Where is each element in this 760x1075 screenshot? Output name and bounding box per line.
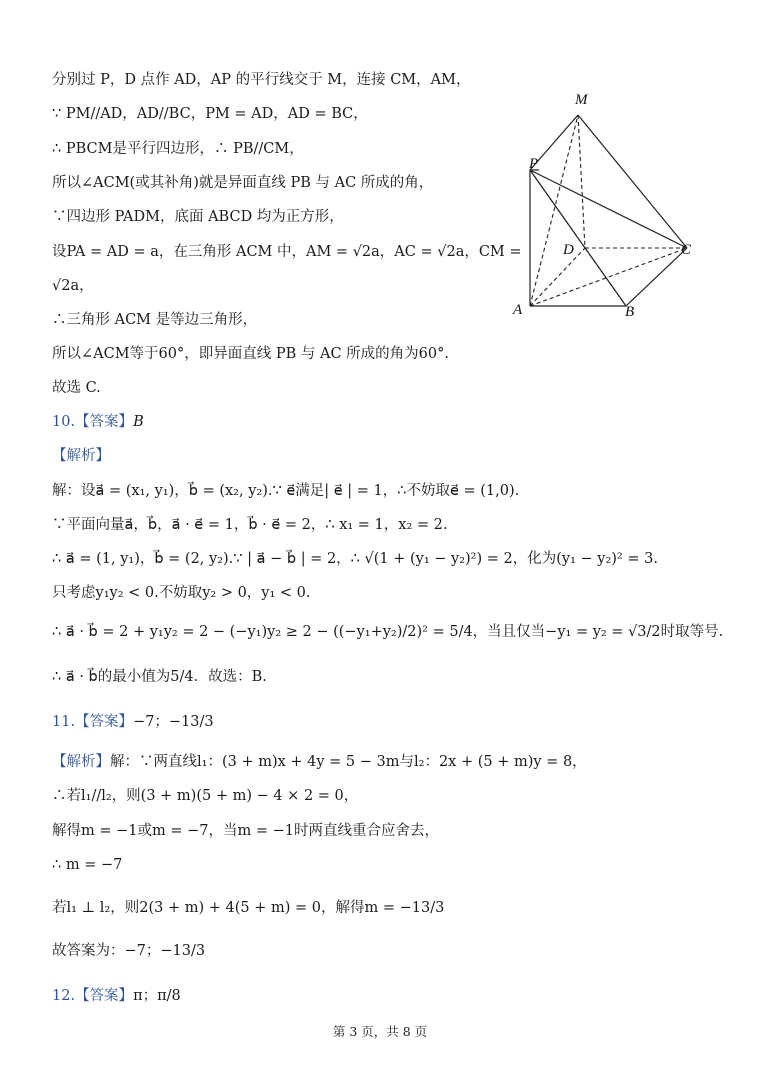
label-a: A bbox=[513, 302, 523, 318]
label-d: D bbox=[563, 242, 574, 258]
label-b: B bbox=[625, 304, 635, 320]
text-line: 分别过 P，D 点作 AD，AP 的平行线交于 M，连接 CM，AM， bbox=[52, 72, 471, 88]
answer-tag: 10.【答案】 bbox=[52, 414, 134, 430]
text-line: √2a， bbox=[52, 278, 94, 294]
text-line: ∴ a⃗ · b⃗ = 2 + y₁y₂ = 2 − (−y₁)y₂ ≥ 2 − ((−y₁+y₂)/2)² = 5/4，当且仅当−y₁ = y₂ = √3/2时取等号. bbox=[52, 624, 724, 640]
text-line: ∵四边形 PADM，底面 ABCD 均为正方形， bbox=[52, 209, 344, 225]
q11-answer-line bbox=[52, 712, 214, 732]
analysis-tag: 【解析】 bbox=[52, 754, 110, 770]
text-line: 解得m = −1或m = −7，当m = −1时两直线重合应舍去， bbox=[52, 823, 439, 839]
text-line: ∵平面向量a⃗，b⃗，a⃗ · e⃗ = 1，b⃗ · e⃗ = 2，∴ x₁ = 1，x₂ = 2. bbox=[52, 517, 448, 533]
text-line: ∴ PBCM是平行四边形，∴ PB//CM， bbox=[52, 141, 304, 157]
text-line: ∴若l₁//l₂，则(3 + m)(5 + m) − 4 × 2 = 0， bbox=[52, 788, 359, 804]
label-c: C bbox=[681, 242, 692, 258]
text-line: ∴ m = −7 bbox=[52, 857, 123, 873]
text-line: ∴ a⃗ = (1, y₁)，b⃗ = (2, y₂).∵ | a⃗ − b⃗ | = 2，∴ √(1 + (y₁ − y₂)²) = 2，化为(y₁ − y₂)² = 3. bbox=[52, 551, 658, 567]
label-p: P bbox=[529, 156, 539, 172]
edge-am bbox=[530, 115, 578, 306]
edge-ac bbox=[530, 248, 687, 306]
text-line: 故答案为：−7；−13/3 bbox=[52, 943, 206, 959]
text-line: 只考虑y₁y₂ < 0.不妨取y₂ > 0，y₁ < 0. bbox=[52, 585, 311, 601]
text-line: 所以∠ACM等于60°，即异面直线 PB 与 AC 所成的角为60°. bbox=[52, 346, 449, 362]
answer-value: π；π/8 bbox=[133, 988, 181, 1004]
answer-tag: 12.【答案】 bbox=[52, 988, 134, 1004]
pyramid-figure bbox=[505, 82, 705, 322]
page-footer: 第 3 页，共 8 页 bbox=[332, 1024, 428, 1039]
label-m: M bbox=[575, 92, 588, 108]
edge-mc bbox=[578, 115, 687, 248]
q11-analysis-line bbox=[52, 752, 587, 772]
text-line: ∴三角形 ACM 是等边三角形， bbox=[52, 312, 258, 328]
text-line: 设PA = AD = a，在三角形 ACM 中，AM = √2a，AC = √2a，CM = bbox=[52, 244, 522, 260]
edge-md bbox=[578, 115, 585, 248]
q12-answer-line bbox=[52, 986, 181, 1006]
analysis-tag: 【解析】 bbox=[52, 448, 110, 464]
text-line: 解：∵两直线l₁：(3 + m)x + 4y = 5 − 3m与l₂：2x + (5 + m)y = 8， bbox=[110, 754, 587, 770]
text-line: ∴ a⃗ · b⃗的最小值为5/4．故选：B. bbox=[52, 669, 267, 685]
text-line: 若l₁ ⊥ l₂，则2(3 + m) + 4(5 + m) = 0，解得m = −13/3 bbox=[52, 900, 445, 916]
edge-pc bbox=[530, 170, 687, 248]
text-line: 故选 C. bbox=[52, 380, 101, 396]
text-line: ∵ PM//AD，AD//BC，PM = AD，AD = BC， bbox=[52, 106, 368, 122]
answer-tag: 11.【答案】 bbox=[52, 714, 134, 730]
edge-bc bbox=[626, 248, 687, 306]
edge-ad bbox=[530, 248, 585, 306]
answer-value: −7；−13/3 bbox=[133, 714, 214, 730]
answer-value: B bbox=[133, 414, 144, 430]
q10-answer-line bbox=[52, 412, 144, 432]
text-line: 解：设a⃗ = (x₁, y₁)，b⃗ = (x₂, y₂).∵ e⃗满足| e⃗ | = 1，∴不妨取e⃗ = (1,0). bbox=[52, 483, 520, 499]
text-line: 所以∠ACM(或其补角)就是异面直线 PB 与 AC 所成的角， bbox=[52, 175, 434, 191]
